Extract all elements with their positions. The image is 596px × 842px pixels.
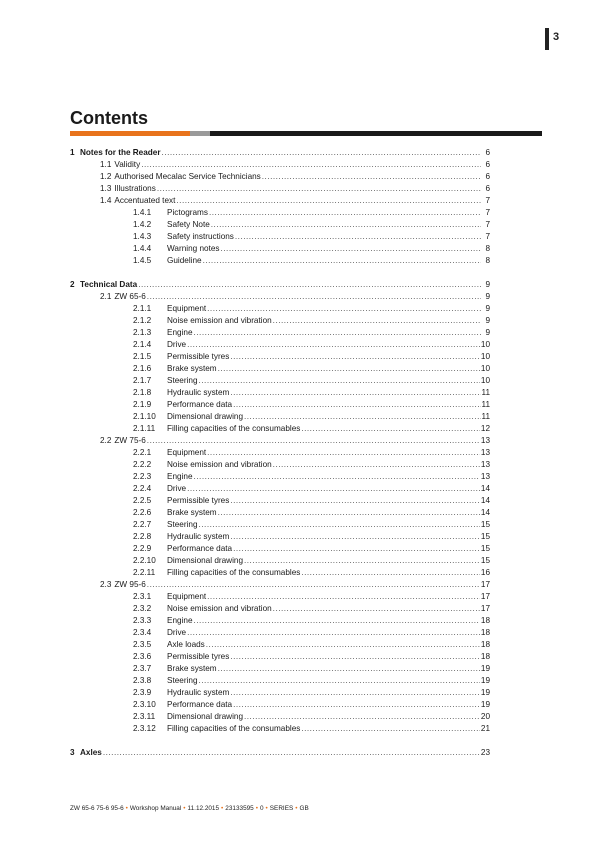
toc-entry[interactable] [70, 315, 490, 327]
toc-dot-leader [138, 279, 481, 291]
toc-entry[interactable] [70, 531, 490, 543]
toc-entry-title: Permissible tyres [167, 496, 230, 505]
page-footer [70, 805, 309, 812]
toc-dot-leader [147, 579, 480, 591]
toc-entry-title: Steering [167, 376, 198, 385]
toc-entry-title: Drive [167, 484, 187, 493]
toc-entry[interactable] [70, 639, 490, 651]
toc-dot-leader [273, 315, 481, 327]
page-title: Contents [70, 108, 148, 128]
footer-separator: • [183, 805, 186, 812]
toc-entry-page: 6 [485, 160, 490, 169]
toc-dot-leader [218, 663, 480, 675]
toc-entry[interactable] [70, 495, 490, 507]
toc-entry-number: 2.2.7 [133, 520, 152, 529]
toc-dot-leader [203, 255, 481, 267]
toc-entry-page: 19 [480, 688, 490, 697]
toc-entry-title: Hydraulic system [167, 532, 230, 541]
toc-entry-title: Dimensional drawing [167, 556, 243, 565]
toc-entry-title: Dimensional drawing [167, 712, 243, 721]
page-number-bar [545, 28, 549, 50]
footer-part: 23133595 [225, 805, 254, 812]
toc-entry-number: 2.1.4 [133, 340, 152, 349]
toc-entry-number: 2.3 [100, 580, 112, 589]
toc-entry-number: 1.4.4 [133, 244, 152, 253]
toc-entry-title: Engine [167, 472, 193, 481]
toc-dot-leader [262, 171, 481, 183]
toc-dot-leader [244, 711, 480, 723]
toc-entry-title: Illustrations [114, 184, 156, 193]
toc-entry-number: 2.1 [100, 292, 112, 301]
toc-entry[interactable] [70, 255, 490, 267]
toc-entry-number: 2.3.6 [133, 652, 152, 661]
toc-dot-leader [194, 471, 480, 483]
toc-entry[interactable] [70, 411, 490, 423]
toc-entry-number: 2.2.10 [133, 556, 156, 565]
toc-dot-leader [176, 195, 481, 207]
toc-dot-leader [162, 147, 481, 159]
toc-entry-number: 1.4 [100, 196, 112, 205]
toc-entry[interactable] [70, 747, 490, 759]
footer-separator: • [255, 805, 258, 812]
toc-entry-title: Dimensional drawing [167, 412, 243, 421]
page-number: 3 [553, 31, 560, 43]
footer-part: Workshop Manual [129, 805, 182, 812]
toc-entry[interactable] [70, 231, 490, 243]
toc-dot-leader [157, 183, 481, 195]
toc-entry[interactable] [70, 159, 490, 171]
toc-entry-title: Safety Note [167, 220, 210, 229]
toc-entry-number: 2.1.7 [133, 376, 152, 385]
toc-entry-page: 18 [480, 616, 490, 625]
toc-dot-leader [273, 459, 480, 471]
toc-entry-page: 6 [485, 148, 490, 157]
toc-entry[interactable] [70, 711, 490, 723]
toc-entry-title: Axles [80, 748, 102, 757]
footer-part: 0 [259, 805, 264, 812]
toc-entry-title: Filling capacities of the consumables [167, 724, 301, 733]
toc-entry-number: 1 [70, 148, 75, 157]
toc-entry-number: 2.2.8 [133, 532, 152, 541]
toc-entry-title: Warning notes [167, 244, 220, 253]
toc-entry-page: 10 [480, 376, 490, 385]
toc-entry-title: Noise emission and vibration [167, 604, 272, 613]
toc-entry-number: 3 [70, 748, 75, 757]
toc-entry-page: 8 [485, 256, 490, 265]
toc-dot-leader [221, 243, 482, 255]
toc-entry-page: 8 [485, 244, 490, 253]
toc-entry[interactable] [70, 507, 490, 519]
toc-entry-page: 11 [481, 388, 490, 397]
toc-entry-title: Steering [167, 520, 198, 529]
toc-entry-title: Equipment [167, 592, 207, 601]
toc-entry-title: Noise emission and vibration [167, 460, 272, 469]
toc-dot-leader [230, 387, 480, 399]
toc-entry-title: ZW 65-6 [114, 292, 146, 301]
toc-entry[interactable] [70, 423, 490, 435]
toc-dot-leader [199, 675, 480, 687]
toc-entry[interactable] [70, 651, 490, 663]
toc-dot-leader [147, 435, 480, 447]
footer-part: ZW 65-6 75-6 95-6 [70, 805, 124, 812]
toc-dot-leader [244, 411, 481, 423]
toc-entry-title: Notes for the Reader [80, 148, 161, 157]
toc-entry[interactable] [70, 555, 490, 567]
toc-entry-number: 2.1.10 [133, 412, 156, 421]
toc-entry-number: 2.1.2 [133, 316, 152, 325]
toc-entry-title: Hydraulic system [167, 688, 230, 697]
toc-dot-leader [147, 291, 481, 303]
toc-entry[interactable] [70, 723, 490, 735]
toc-entry-title: Steering [167, 676, 198, 685]
toc-entry[interactable] [70, 327, 490, 339]
toc-entry-number: 2.1.11 [133, 424, 156, 433]
toc-entry-title: Equipment [167, 448, 207, 457]
footer-separator: • [265, 805, 268, 812]
toc-entry[interactable] [70, 567, 490, 579]
toc-entry-title: Engine [167, 616, 193, 625]
toc-entry-number: 1.2 [100, 172, 112, 181]
toc-entry-title: Drive [167, 628, 187, 637]
title-rule-dark [210, 131, 542, 136]
toc-entry-page: 14 [480, 496, 490, 505]
toc-entry-number: 1.4.5 [133, 256, 152, 265]
toc-entry-page: 17 [480, 580, 490, 589]
toc-entry[interactable] [70, 459, 490, 471]
toc-entry-number: 2.1.9 [133, 400, 152, 409]
toc-entry[interactable] [70, 171, 490, 183]
toc-entry-number: 2.2.2 [133, 460, 152, 469]
toc-entry-title: ZW 95-6 [114, 580, 146, 589]
toc-dot-leader [233, 399, 480, 411]
toc-entry[interactable] [70, 399, 490, 411]
toc-entry-page: 11 [481, 412, 490, 421]
toc-dot-leader [199, 519, 480, 531]
toc-entry-number: 2.2.11 [133, 568, 156, 577]
toc-entry-page: 19 [480, 676, 490, 685]
toc-entry-page: 9 [485, 328, 490, 337]
toc-dot-leader [194, 615, 480, 627]
toc-entry-title: Filling capacities of the consumables [167, 424, 301, 433]
toc-entry-page: 7 [485, 196, 490, 205]
toc-entry-title: Engine [167, 328, 193, 337]
toc-entry-page: 6 [485, 172, 490, 181]
toc-entry-number: 2.1.1 [133, 304, 152, 313]
toc-entry[interactable] [70, 243, 490, 255]
toc-entry[interactable] [70, 291, 490, 303]
toc-dot-leader [218, 507, 480, 519]
toc-entry-page: 9 [485, 316, 490, 325]
toc-entry-title: Equipment [167, 304, 207, 313]
toc-entry-title: Pictograms [167, 208, 208, 217]
toc-entry-page: 7 [485, 220, 490, 229]
toc-entry-page: 12 [480, 424, 490, 433]
toc-entry-title: ZW 75-6 [114, 436, 146, 445]
toc-entry-title: Filling capacities of the consumables [167, 568, 301, 577]
toc-entry-page: 11 [481, 400, 490, 409]
toc-entry[interactable] [70, 279, 490, 291]
toc-dot-leader [103, 747, 480, 759]
toc-dot-leader [230, 351, 480, 363]
footer-part: GB [299, 805, 309, 812]
toc-entry-number: 2.3.3 [133, 616, 152, 625]
toc-dot-leader [207, 591, 480, 603]
toc-entry[interactable] [70, 363, 490, 375]
table-of-contents [70, 147, 490, 759]
toc-entry-page: 7 [485, 232, 490, 241]
toc-entry-page: 9 [485, 304, 490, 313]
toc-entry-page: 18 [480, 640, 490, 649]
toc-entry-page: 23 [480, 748, 490, 757]
toc-entry-number: 2.3.1 [133, 592, 152, 601]
toc-entry-page: 10 [480, 340, 490, 349]
toc-entry[interactable] [70, 387, 490, 399]
toc-entry-title: Drive [167, 340, 187, 349]
toc-entry[interactable] [70, 147, 490, 159]
toc-entry[interactable] [70, 183, 490, 195]
toc-entry-number: 2.2.9 [133, 544, 152, 553]
toc-entry-number: 2.2.3 [133, 472, 152, 481]
toc-entry-number: 1.3 [100, 184, 112, 193]
toc-entry[interactable] [70, 579, 490, 591]
toc-entry-page: 13 [480, 436, 490, 445]
toc-entry-number: 1.4.3 [133, 232, 152, 241]
toc-entry[interactable] [70, 663, 490, 675]
toc-entry-number: 2.3.4 [133, 628, 152, 637]
toc-dot-leader [211, 219, 481, 231]
toc-entry-title: Validity [114, 160, 141, 169]
toc-dot-leader [207, 447, 480, 459]
toc-entry[interactable] [70, 447, 490, 459]
toc-entry-title: Hydraulic system [167, 388, 230, 397]
toc-entry-number: 2.2.5 [133, 496, 152, 505]
toc-entry-title: Noise emission and vibration [167, 316, 272, 325]
toc-entry-title: Technical Data [80, 280, 138, 289]
toc-entry-page: 17 [480, 604, 490, 613]
toc-dot-leader [218, 363, 480, 375]
toc-dot-leader [187, 627, 480, 639]
toc-dot-leader [233, 543, 480, 555]
toc-entry[interactable] [70, 207, 490, 219]
toc-entry-page: 20 [480, 712, 490, 721]
footer-part: SERIES [269, 805, 294, 812]
toc-entry-page: 15 [480, 544, 490, 553]
toc-dot-leader [141, 159, 481, 171]
footer-separator: • [221, 805, 224, 812]
toc-entry-title: Brake system [167, 664, 217, 673]
toc-entry-page: 13 [480, 460, 490, 469]
toc-dot-leader [230, 495, 480, 507]
toc-entry-title: Safety instructions [167, 232, 234, 241]
toc-entry[interactable] [70, 615, 490, 627]
toc-entry-title: Authorised Mecalac Service Technicians [114, 172, 261, 181]
toc-entry-page: 19 [480, 664, 490, 673]
toc-entry[interactable] [70, 675, 490, 687]
toc-entry-number: 2.3.2 [133, 604, 152, 613]
toc-entry-number: 1.4.1 [133, 208, 152, 217]
title-rule-grey [190, 131, 210, 136]
toc-entry-number: 2.2.6 [133, 508, 152, 517]
toc-entry-number: 2.3.12 [133, 724, 156, 733]
toc-dot-leader [233, 699, 480, 711]
toc-entry-number: 2.3.7 [133, 664, 152, 673]
toc-dot-leader [194, 327, 482, 339]
toc-entry[interactable] [70, 471, 490, 483]
title-rule-accent [70, 131, 190, 136]
toc-entry-title: Accentuated text [114, 196, 176, 205]
toc-dot-leader [199, 375, 480, 387]
toc-entry[interactable] [70, 339, 490, 351]
toc-entry[interactable] [70, 375, 490, 387]
toc-entry-page: 15 [480, 532, 490, 541]
toc-entry[interactable] [70, 543, 490, 555]
toc-entry-title: Brake system [167, 364, 217, 373]
toc-entry-number: 2.2.4 [133, 484, 152, 493]
toc-dot-leader [187, 483, 480, 495]
toc-entry-number: 2.3.10 [133, 700, 156, 709]
toc-entry[interactable] [70, 591, 490, 603]
toc-entry-page: 21 [480, 724, 490, 733]
toc-dot-leader [230, 651, 480, 663]
toc-entry-page: 10 [480, 352, 490, 361]
toc-dot-leader [187, 339, 480, 351]
footer-separator: • [295, 805, 298, 812]
toc-dot-leader [273, 603, 480, 615]
toc-entry-page: 6 [485, 184, 490, 193]
toc-entry[interactable] [70, 603, 490, 615]
toc-entry-number: 2.1.6 [133, 364, 152, 373]
toc-entry-page: 17 [480, 592, 490, 601]
toc-entry-page: 14 [480, 508, 490, 517]
toc-entry[interactable] [70, 219, 490, 231]
toc-entry[interactable] [70, 195, 490, 207]
toc-entry-title: Permissible tyres [167, 352, 230, 361]
toc-entry-number: 2.3.9 [133, 688, 152, 697]
toc-entry-title: Performance data [167, 400, 233, 409]
toc-entry-page: 15 [480, 520, 490, 529]
toc-entry-title: Permissible tyres [167, 652, 230, 661]
toc-entry-page: 9 [485, 292, 490, 301]
toc-entry-number: 2.2 [100, 436, 112, 445]
toc-entry-page: 16 [480, 568, 490, 577]
toc-entry-page: 10 [480, 364, 490, 373]
toc-entry-number: 1.1 [100, 160, 112, 169]
toc-entry-number: 2.1.8 [133, 388, 152, 397]
toc-entry-title: Performance data [167, 544, 233, 553]
toc-entry-title: Axle loads [167, 640, 205, 649]
toc-entry-page: 19 [480, 700, 490, 709]
toc-dot-leader [301, 567, 480, 579]
toc-entry-page: 7 [485, 208, 490, 217]
toc-dot-leader [301, 423, 480, 435]
toc-entry[interactable] [70, 699, 490, 711]
footer-part: 11.12.2015 [187, 805, 220, 812]
toc-dot-leader [230, 531, 480, 543]
toc-entry-number: 1.4.2 [133, 220, 152, 229]
toc-dot-leader [209, 207, 481, 219]
toc-entry-page: 13 [480, 448, 490, 457]
toc-entry-number: 2.3.11 [133, 712, 156, 721]
toc-entry[interactable] [70, 519, 490, 531]
toc-entry[interactable] [70, 435, 490, 447]
toc-dot-leader [230, 687, 480, 699]
toc-entry[interactable] [70, 687, 490, 699]
toc-entry-number: 2.1.3 [133, 328, 152, 337]
toc-entry-title: Guideline [167, 256, 202, 265]
toc-entry-page: 18 [480, 628, 490, 637]
toc-entry-number: 2.1.5 [133, 352, 152, 361]
toc-entry-title: Performance data [167, 700, 233, 709]
toc-dot-leader [206, 639, 480, 651]
toc-dot-leader [301, 723, 480, 735]
toc-entry[interactable] [70, 303, 490, 315]
toc-dot-leader [244, 555, 480, 567]
toc-dot-leader [235, 231, 481, 243]
toc-entry-number: 2.2.1 [133, 448, 152, 457]
toc-entry-number: 2.3.5 [133, 640, 152, 649]
footer-separator: • [125, 805, 128, 812]
toc-entry-page: 18 [480, 652, 490, 661]
toc-entry-number: 2.3.8 [133, 676, 152, 685]
toc-entry-page: 14 [480, 484, 490, 493]
toc-entry-number: 2 [70, 280, 75, 289]
toc-entry-page: 15 [480, 556, 490, 565]
toc-dot-leader [207, 303, 481, 315]
toc-entry[interactable] [70, 483, 490, 495]
toc-entry-title: Brake system [167, 508, 217, 517]
toc-entry[interactable] [70, 627, 490, 639]
toc-entry-page: 13 [480, 472, 490, 481]
toc-entry[interactable] [70, 351, 490, 363]
toc-entry-page: 9 [485, 280, 490, 289]
